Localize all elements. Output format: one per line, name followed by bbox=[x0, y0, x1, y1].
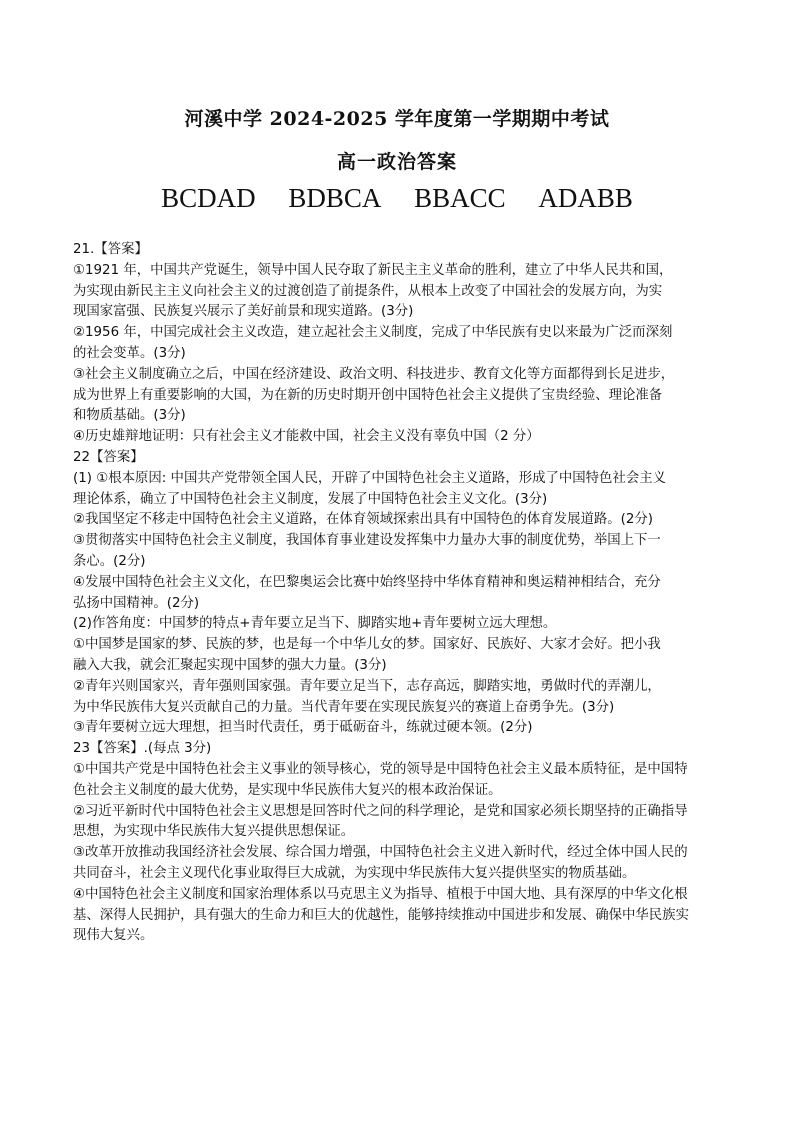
answer-line: ②1956 年，中国完成社会主义改造，建立起社会主义制度，完成了中华民族有史以来最为广泛而深刻 bbox=[73, 325, 673, 341]
exam-title: 河溪中学 2024-2025 学年度第一学期期中考试 bbox=[184, 108, 610, 130]
answer-line: 的社会变革。(3分) bbox=[73, 345, 186, 361]
answer-body bbox=[73, 240, 733, 947]
answer-line: 条心。(2分) bbox=[73, 553, 146, 569]
answer-line: ③贯彻落实中国特色社会主义制度，我国体育事业建设发挥集中力量办大事的制度优势，举国上下一 bbox=[73, 533, 661, 549]
choice-group-2: BDBCA bbox=[288, 183, 382, 213]
q23-heading: 23【答案】.(每点 3分) bbox=[73, 741, 212, 757]
answer-line: ①中国共产党是中国特色社会主义事业的领导核心，党的领导是中国特色社会主义最本质特征，是中国特 bbox=[73, 761, 688, 777]
choice-group-1: BCDAD bbox=[161, 183, 256, 213]
answer-line: ②青年兴则国家兴，青年强则国家强。青年要立足当下，志存高远，脚踏实地，勇做时代的弄潮儿， bbox=[73, 678, 661, 694]
answer-line: ④中国特色社会主义制度和国家治理体系以马克思主义为指导、植根于中国大地、具有深厚的中华文化根 bbox=[73, 886, 688, 902]
answer-line: 和物质基础。(3分) bbox=[73, 408, 186, 424]
q21-heading: 21.【答案】 bbox=[73, 242, 148, 257]
answer-line: ②习近平新时代中国特色社会主义思想是回答时代之问的科学理论，是党和国家必须长期坚持的正确指导 bbox=[73, 803, 688, 819]
answer-line: ③改革开放推动我国经济社会发展、综合国力增强，中国特色社会主义进入新时代，经过全体中国人民的 bbox=[73, 845, 688, 861]
answer-line: (2)作答角度：中国梦的特点+青年要立足当下、脚踏实地+青年要树立远大理想。 bbox=[73, 616, 557, 632]
answer-line: 融入大我，就会汇聚起实现中国梦的强大力量。(3分) bbox=[73, 657, 387, 673]
answer-line: 思想，为实现中华民族伟大复兴提供思想保证。 bbox=[73, 824, 355, 840]
multiple-choice-answers bbox=[0, 183, 794, 214]
answer-line: 共同奋斗，社会主义现代化事业取得巨大成就，为实现中华民族伟大复兴提供坚实的物质基础。 bbox=[73, 865, 636, 881]
answer-line: ①中国梦是国家的梦、民族的梦，也是每一个中华儿女的梦。国家好、民族好、大家才会好。把小我 bbox=[73, 637, 661, 653]
answer-subtitle: 高一政治答案 bbox=[336, 151, 457, 173]
answer-line: 成为世界上有重要影响的大国，为在新的历史时期开创中国特色社会主义提供了宝贵经验、理论准备 bbox=[73, 387, 663, 403]
answer-line: ④历史雄辩地证明：只有社会主义才能救中国，社会主义没有辜负中国（2 分） bbox=[73, 429, 540, 445]
q22-heading: 22【答案】 bbox=[73, 449, 144, 465]
answer-line: ④发展中国特色社会主义文化，在巴黎奥运会比赛中始终坚持中华体育精神和奥运精神相结合，充分 bbox=[73, 574, 661, 590]
answer-line: 弘扬中国精神。(2分) bbox=[73, 595, 200, 611]
answer-line: 为中华民族伟大复兴贡献自己的力量。当代青年要在实现民族复兴的赛道上奋勇争先。(3分) bbox=[73, 699, 615, 715]
choice-group-3: BBACC bbox=[414, 183, 506, 213]
answer-line: ③社会主义制度确立之后，中国在经济建设、政治文明、科技进步、教育文化等方面都得到长足进步， bbox=[73, 366, 675, 382]
answer-line: 基、深得人民拥护，具有强大的生命力和巨大的优越性，能够持续推动中国进步和发展、确保中华民族实 bbox=[73, 907, 689, 923]
answer-line: ②我国坚定不移走中国特色社会主义道路，在体育领域探索出具有中国特色的体育发展道路。(2分) bbox=[73, 512, 653, 528]
answer-line: (1) ①根本原因: 中国共产党带领全国人民，开辟了中国特色社会主义道路，形成了中国特色社会主义 bbox=[73, 470, 667, 486]
answer-line: ③青年要树立远大理想，担当时代责任，勇于砥砺奋斗，练就过硬本领。(2分) bbox=[73, 720, 533, 736]
choice-group-4: ADABB bbox=[538, 183, 633, 213]
answer-line: 现国家富强、民族复兴展示了美好前景和现实道路。(3分) bbox=[73, 304, 414, 320]
answer-line: 现伟大复兴。 bbox=[73, 928, 154, 944]
answer-line: ①1921 年，中国共产党诞生，领导中国人民夺取了新民主主义革命的胜利，建立了中华人民共和国， bbox=[73, 262, 673, 278]
answer-line: 理论体系，确立了中国特色社会主义制度，发展了中国特色社会主义文化。(3分) bbox=[73, 491, 548, 507]
answer-line: 为实现由新民主主义向社会主义的过渡创造了前提条件，从根本上改变了中国社会的发展方向，为实 bbox=[73, 283, 663, 299]
answer-line: 色社会主义制度的最大优势，是实现中华民族伟大复兴的根本政治保证。 bbox=[73, 782, 502, 798]
